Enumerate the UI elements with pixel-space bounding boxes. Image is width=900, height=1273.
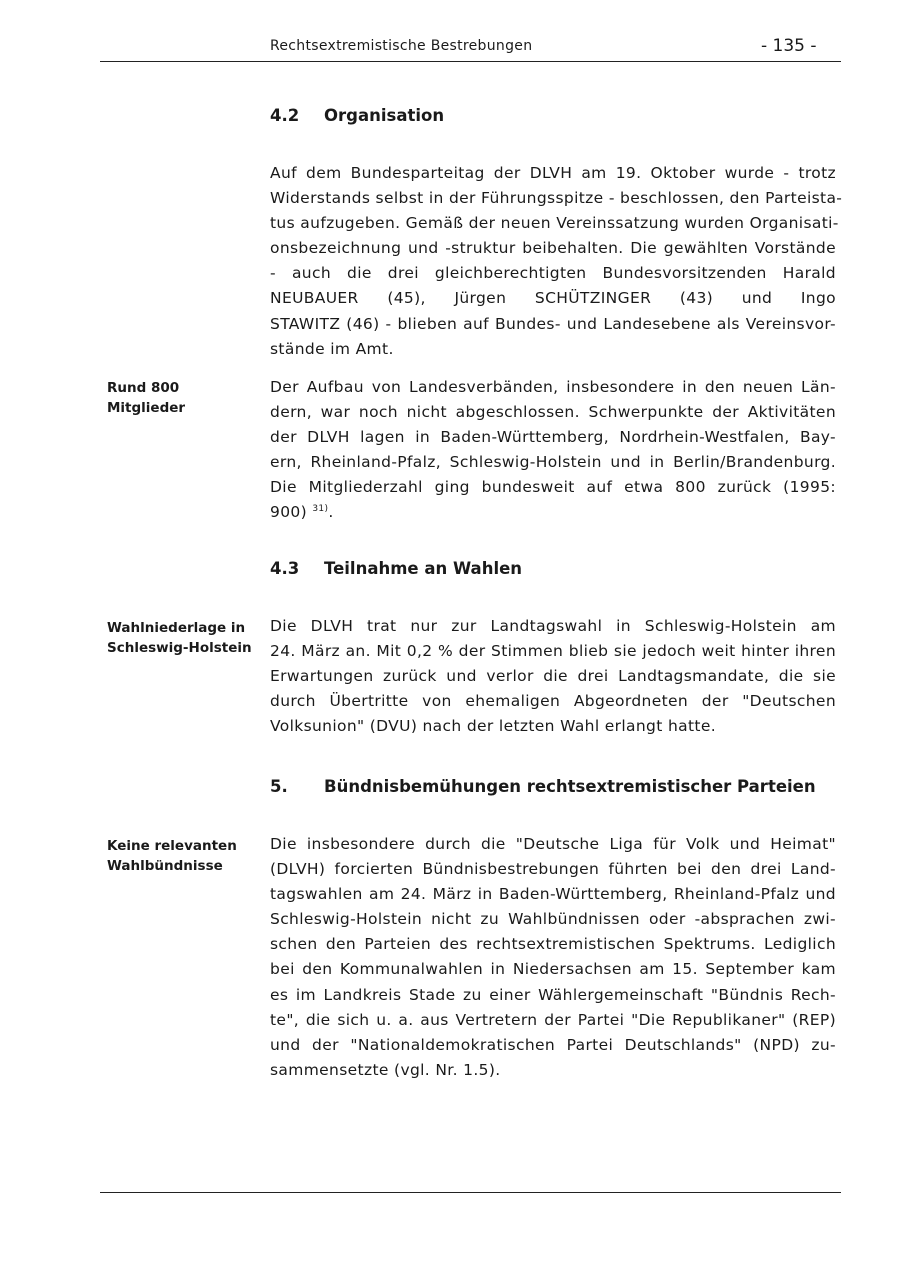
- margin-note-election-defeat: [107, 618, 257, 658]
- text-fragment: .: [328, 503, 334, 522]
- page-number: - 135 -: [761, 36, 817, 56]
- text-line: tagswahlen am 24. März in Baden-Württemberg, Rheinland-Pfalz und: [270, 885, 836, 904]
- text-line: Der Aufbau von Landesverbänden, insbesondere in den neuen Län-: [270, 378, 836, 396]
- paragraph-organisation: [270, 161, 843, 362]
- text-line: NEUBAUER (45), Jürgen SCHÜTZINGER (43) und Ingo: [270, 289, 836, 308]
- text-line: bei den Kommunalwahlen in Niedersachsen am 15. September kam: [270, 960, 836, 979]
- section-title: Teilnahme an Wahlen: [324, 559, 523, 578]
- text-line: der DLVH lagen in Baden-Württemberg, Nordrhein-Westfalen, Bay-: [270, 428, 836, 447]
- section-heading-4-2: [270, 106, 444, 125]
- text-line: 24. März an. Mit 0,2 % der Stimmen blieb sie jedoch weit hinter ihren: [270, 642, 836, 661]
- text-line: Auf dem Bundesparteitag der DLVH am 19. Oktober wurde - trotz: [270, 164, 836, 182]
- margin-note-members: Rund 800 Mitglieder: [107, 380, 186, 416]
- section-title: Organisation: [324, 106, 445, 125]
- text-line: durch Übertritte von ehemaligen Abgeordneten der "Deutschen: [270, 692, 836, 711]
- text-line: Erwartungen zurück und verlor die drei Landtagsmandate, die sie: [270, 667, 836, 686]
- text-line: (DLVH) forcierten Bündnisbestrebungen führten bei den drei Land-: [270, 860, 836, 879]
- footnote-reference: 31): [312, 504, 329, 515]
- text-line: tus aufzugeben. Gemäß der neuen Vereinssatzung wurden Organisati-: [270, 214, 839, 233]
- paragraph-elections: [270, 614, 836, 739]
- section-heading-4-3: [270, 559, 522, 578]
- text-line: te", die sich u. a. aus Vertretern der Partei "Die Republikaner" (REP): [270, 1010, 836, 1029]
- margin-note-line: Keine relevanten: [107, 838, 237, 854]
- text-line: es im Landkreis Stade zu einer Wählergemeinschaft "Bündnis Rech-: [270, 985, 836, 1004]
- header-rule: [100, 61, 841, 62]
- text-line: sammensetzte (vgl. Nr. 1.5).: [270, 1060, 501, 1079]
- running-header-title: Rechtsextremistische Bestrebungen: [270, 38, 533, 54]
- text-line: Die DLVH trat nur zur Landtagswahl in Schleswig-Holstein am: [270, 617, 836, 635]
- section-number: 4.2: [270, 106, 300, 125]
- text-line: und der "Nationaldemokratischen Partei Deutschlands" (NPD) zu-: [270, 1035, 836, 1054]
- text-line: [270, 500, 836, 525]
- footer-rule: [100, 1192, 841, 1193]
- text-line: - auch die drei gleichberechtigten Bundesvorsitzenden Harald: [270, 264, 836, 283]
- section-heading-5: [270, 777, 816, 796]
- text-line: Schleswig-Holstein nicht zu Wahlbündnissen oder -absprachen zwi-: [270, 910, 836, 929]
- text-line: onsbezeichnung und -struktur beibehalten. Die gewählten Vorstände: [270, 239, 836, 258]
- paragraph-alliances: [270, 832, 836, 1083]
- margin-note-line: Wahlniederlage in: [107, 620, 246, 636]
- text-line: stände im Amt.: [270, 339, 394, 358]
- text-line: Widerstands selbst in der Führungsspitze - beschlossen, den Parteista-: [270, 189, 843, 208]
- margin-note-line: Schleswig-Holstein: [107, 640, 252, 656]
- text-line: Volksunion" (DVU) nach der letzten Wahl erlangt hatte.: [270, 717, 716, 736]
- text-line: dern, war noch nicht abgeschlossen. Schwerpunkte der Aktivitäten: [270, 403, 836, 422]
- section-title: Bündnisbemühungen rechtsextremistischer Parteien: [324, 777, 816, 796]
- text-line: Die Mitgliederzahl ging bundesweit auf etwa 800 zurück (1995:: [270, 478, 836, 497]
- text-line: schen den Parteien des rechtsextremistischen Spektrums. Lediglich: [270, 935, 836, 954]
- text-line: STAWITZ (46) - blieben auf Bundes- und Landesebene als Vereinsvor-: [270, 314, 836, 333]
- section-number: 4.3: [270, 559, 300, 578]
- section-number: 5.: [270, 777, 288, 796]
- text-line: ern, Rheinland-Pfalz, Schleswig-Holstein und in Berlin/Brandenburg.: [270, 453, 836, 472]
- margin-note-line: Wahlbündnisse: [107, 858, 223, 874]
- paragraph-members: [270, 375, 836, 526]
- margin-note-alliances: [107, 836, 257, 876]
- text-fragment: 900): [270, 503, 308, 522]
- text-line: Die insbesondere durch die "Deutsche Liga für Volk und Heimat": [270, 835, 836, 853]
